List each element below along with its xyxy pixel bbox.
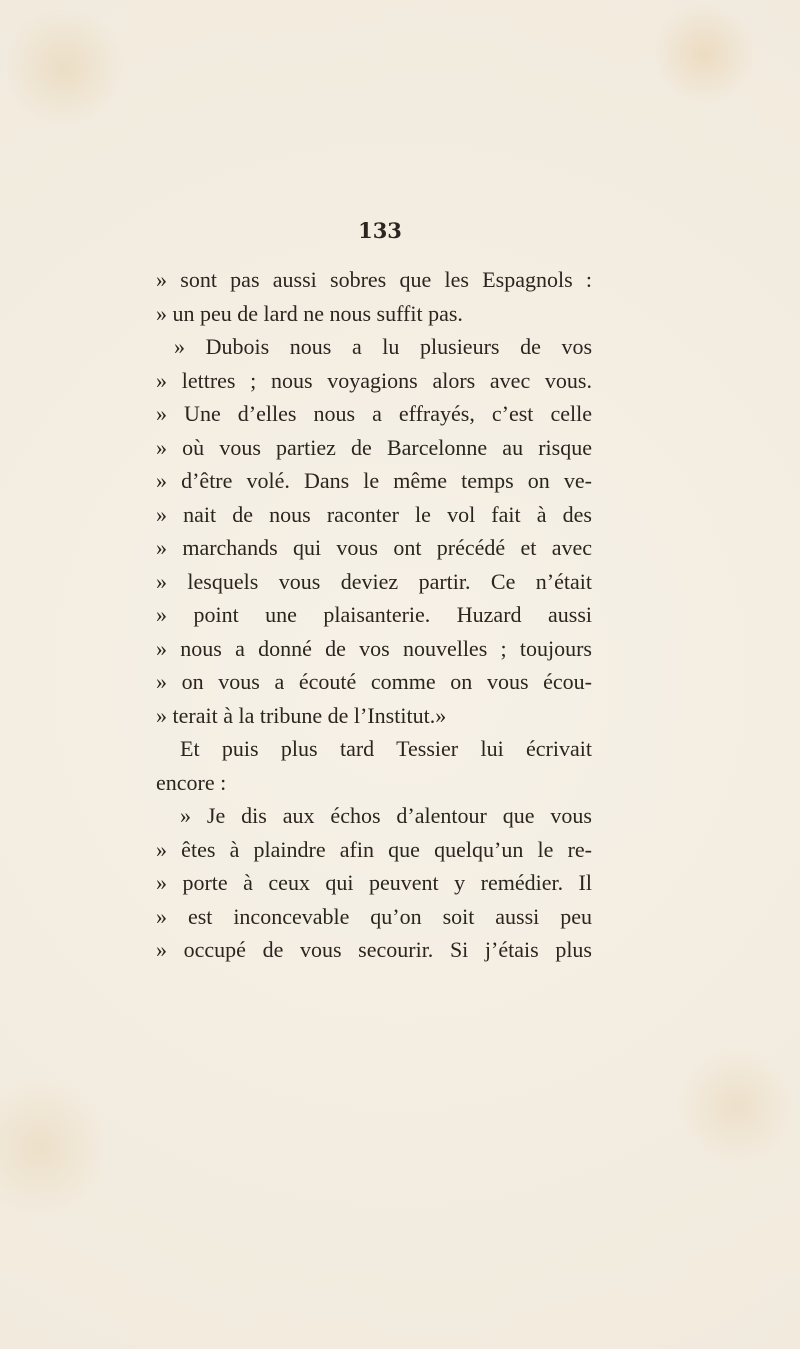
text-line: » où vous partiez de Barcelonne au risque <box>156 434 592 460</box>
text-line: » on vous a écouté comme on vous écou- <box>156 669 592 694</box>
text-line: » nait de nous raconter le vol fait à des <box>156 501 592 527</box>
text-line: encore : <box>156 769 227 795</box>
text-line: » point une plaisanterie. Huzard aussi <box>156 602 592 627</box>
text-line: » Je dis aux échos d’alentour que vous <box>180 803 592 828</box>
text-line: » sont pas aussi sobres que les Espagnols : <box>156 267 592 292</box>
text-line: » lettres ; nous voyagions alors avec vous. <box>156 367 592 393</box>
text-line: » terait à la tribune de l’Institut.» <box>156 702 447 728</box>
body-text <box>156 263 592 967</box>
text-line: » d’être volé. Dans le même temps on ve- <box>156 468 592 493</box>
text-line: » occupé de vous secourir. Si j’étais plus <box>156 937 592 962</box>
text-line: » êtes à plaindre afin que quelqu’un le re- <box>156 836 592 862</box>
text-line: » est inconcevable qu’on soit aussi peu <box>156 903 592 929</box>
text-line: » un peu de lard ne nous suffit pas. <box>156 300 463 326</box>
text-line: » marchands qui vous ont précédé et avec <box>156 535 592 560</box>
text-line: » lesquels vous deviez partir. Ce n’était <box>156 568 592 594</box>
text-line: » porte à ceux qui peuvent y remédier. Il <box>156 870 592 895</box>
page-number: 133 <box>358 218 402 243</box>
text-line: » nous a donné de vos nouvelles ; toujours <box>156 635 592 661</box>
text-line: » Une d’elles nous a effrayés, c’est celle <box>156 401 592 426</box>
text-line: Et puis plus tard Tessier lui écrivait <box>180 736 592 761</box>
text-line: » Dubois nous a lu plusieurs de vos <box>174 334 592 359</box>
